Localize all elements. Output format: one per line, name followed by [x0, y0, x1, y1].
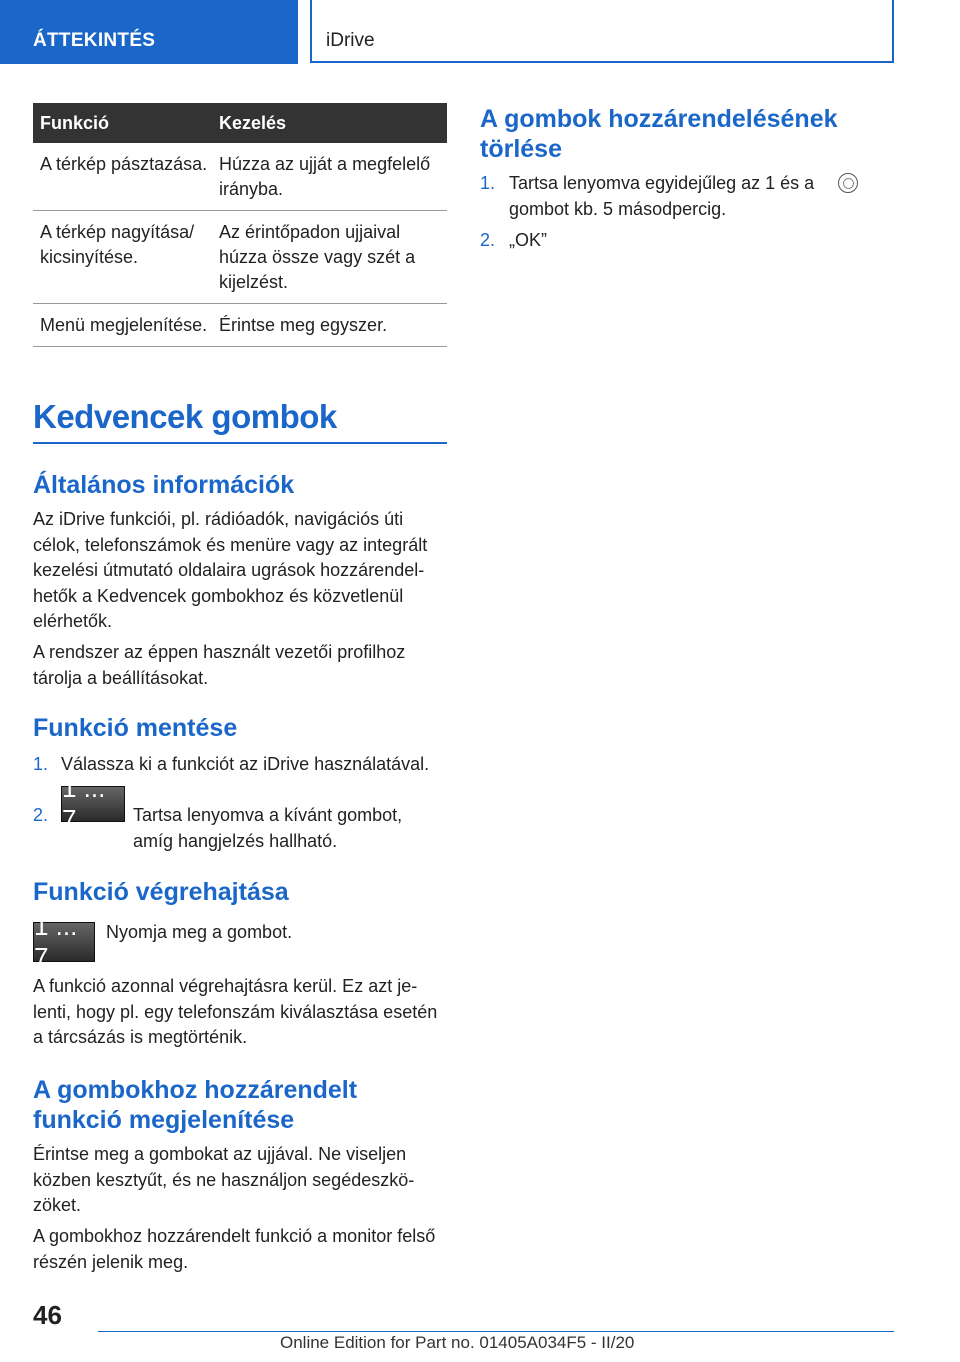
- table-row: [33, 143, 447, 211]
- table-row: [33, 211, 447, 304]
- delete-step-1-line1: Tartsa lenyomva egyidejűleg az 1 és a: [509, 173, 815, 193]
- key-label: 1 ... 7: [34, 911, 78, 972]
- table-row: [33, 304, 447, 347]
- section-title: Kedvencek gombok: [33, 398, 337, 435]
- table-cell: A térkép nagyítása/ kicsinyítése.: [33, 211, 212, 304]
- table-header-row: [33, 103, 447, 143]
- page-number: 46: [33, 1300, 62, 1330]
- table-cell: A térkép pásztazása.: [33, 143, 212, 211]
- function-table: [33, 103, 447, 347]
- delete-step-1-line2: gombot kb. 5 másodpercig.: [509, 199, 727, 219]
- general-info-paragraph-2: A rendszer az éppen használt vezetői profilhoz tárolja a beállításokat.: [33, 642, 406, 688]
- footer-divider: [98, 1331, 894, 1332]
- execute-function-heading: Funkció végrehajtása: [33, 878, 289, 906]
- show-paragraph-1: Érintse meg a gombokat az ujjával. Ne viseljen közben kesztyűt, és ne használjon segédeszközöket.: [33, 1144, 415, 1215]
- save-step-1: Válassza ki a funkciót az iDrive használatával.: [61, 754, 430, 774]
- execute-paragraph: A funkció azonnal végrehajtásra kerül. Ez azt jelenti, hogy pl. egy telefonszám kiválasztása esetén a tárcsázás is megtörténik.: [33, 976, 438, 1047]
- favorite-key-icon: [61, 773, 125, 834]
- step-number: 1.: [480, 173, 496, 193]
- step-number: 2.: [33, 805, 49, 825]
- vehicle-icon: [838, 173, 858, 193]
- save-step-2-line1: [133, 803, 433, 854]
- show-function-heading: A gombokhoz hozzárendelt funkció megjelenítése: [33, 1076, 358, 1134]
- table-cell: Húzza az ujját a megfelelő irányba.: [212, 143, 447, 211]
- delete-assignment-heading: A gombok hozzárendelésének törlése: [480, 105, 838, 163]
- execute-instruction: Nyomja meg a gombot.: [106, 922, 293, 942]
- title-divider: [33, 442, 447, 444]
- header-section-tab: [0, 0, 298, 64]
- save-function-heading: Funkció mentése: [33, 714, 238, 742]
- footer-edition-text: Online Edition for Part no. 01405A034F5 - II/20: [280, 1333, 635, 1352]
- save-step-2: Tartsa lenyomva a kívánt gombot, amíg hangjelzés hallható.: [133, 805, 403, 851]
- table-cell: Az érintőpadon ujjaival húzza össze vagy szét a kijelzést.: [212, 211, 447, 304]
- delete-step-2: „OK”: [509, 230, 547, 250]
- header-chapter-tab: [310, 0, 894, 63]
- table-header-function: Funkció: [33, 103, 212, 143]
- step-number: 2.: [480, 230, 496, 250]
- table-cell: Érintse meg egyszer.: [212, 304, 447, 347]
- table-cell: Menü megjelenítése.: [33, 304, 212, 347]
- key-label: 1 ... 7: [62, 773, 106, 834]
- show-paragraph-2: A gombokhoz hozzárendelt funkció a monitor felső részén jelenik meg.: [33, 1226, 436, 1272]
- general-info-heading: Általános információk: [33, 471, 295, 499]
- header-section-title: ÁTTEKINTÉS: [33, 30, 156, 51]
- table-header-operation: Kezelés: [212, 103, 447, 143]
- favorite-key-icon: [33, 911, 95, 972]
- step-number: 1.: [33, 754, 49, 774]
- general-info-paragraph: Az iDrive funkciói, pl. rádióadók, navigációs úti célok, telefonszámok és menüre vagy az integrált kezelési útmutató oldalaira ugrások hozzárendelhetők a Kedvencek gombokhoz és közvetlenül elérhetők.: [33, 509, 428, 631]
- header-chapter-title: iDrive: [326, 30, 375, 51]
